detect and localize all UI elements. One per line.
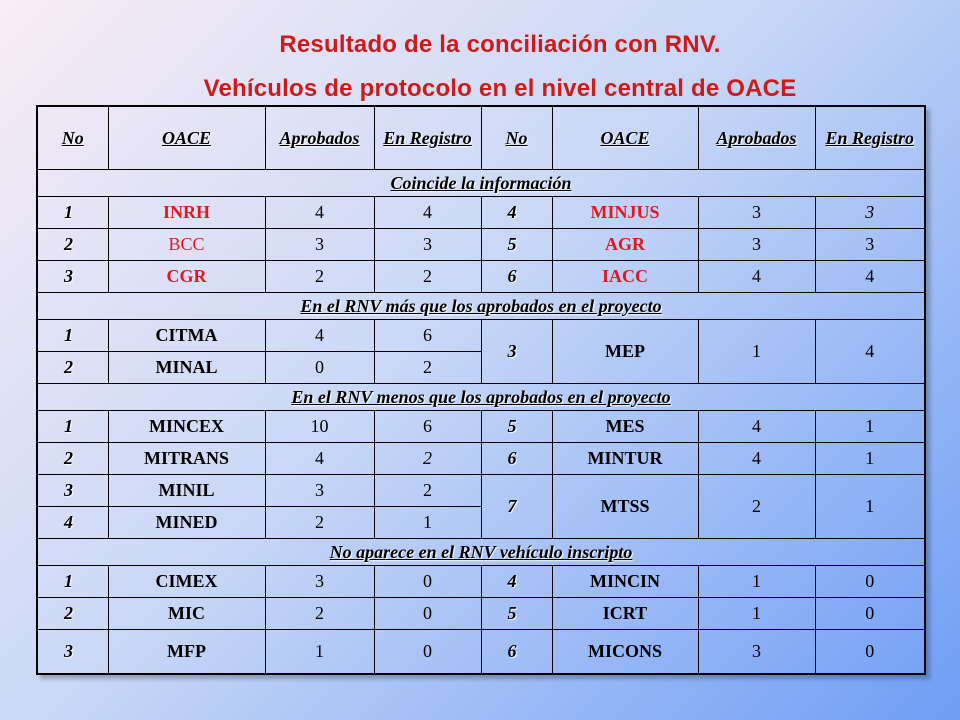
table-row bbox=[37, 320, 925, 352]
aprobados-value: 2 bbox=[265, 598, 374, 630]
oace-name: AGR bbox=[552, 229, 698, 261]
aprobados-value: 3 bbox=[698, 630, 815, 674]
header-no: No bbox=[37, 106, 108, 170]
registro-value: 1 bbox=[815, 475, 925, 539]
row-number: 1 bbox=[37, 411, 108, 443]
registro-value: 0 bbox=[815, 598, 925, 630]
registro-value: 2 bbox=[374, 352, 481, 384]
row-number: 3 bbox=[481, 320, 552, 384]
oace-name: MITRANS bbox=[108, 443, 265, 475]
oace-name: CGR bbox=[108, 261, 265, 293]
section-heading: En el RNV más que los aprobados en el proyecto bbox=[37, 293, 925, 320]
row-number: 6 bbox=[481, 630, 552, 674]
registro-value: 3 bbox=[815, 197, 925, 229]
aprobados-value: 3 bbox=[698, 197, 815, 229]
registro-value: 0 bbox=[374, 598, 481, 630]
registro-value: 6 bbox=[374, 320, 481, 352]
aprobados-value: 1 bbox=[265, 630, 374, 674]
header-en-registro: En Registro bbox=[374, 106, 481, 170]
oace-name: BCC bbox=[108, 229, 265, 261]
section-heading: Coincide la información bbox=[37, 170, 925, 197]
registro-value: 4 bbox=[374, 197, 481, 229]
oace-name: MINCIN bbox=[552, 566, 698, 598]
header-oace: OACE bbox=[552, 106, 698, 170]
row-number: 2 bbox=[37, 443, 108, 475]
aprobados-value: 4 bbox=[698, 443, 815, 475]
registro-value: 0 bbox=[815, 630, 925, 674]
oace-name: CIMEX bbox=[108, 566, 265, 598]
oace-name: MIC bbox=[108, 598, 265, 630]
table-row bbox=[37, 475, 925, 507]
registro-value: 3 bbox=[815, 229, 925, 261]
aprobados-value: 1 bbox=[698, 598, 815, 630]
oace-name: MINTUR bbox=[552, 443, 698, 475]
aprobados-value: 10 bbox=[265, 411, 374, 443]
row-number: 4 bbox=[481, 566, 552, 598]
registro-value: 1 bbox=[815, 411, 925, 443]
registro-value: 0 bbox=[815, 566, 925, 598]
aprobados-value: 1 bbox=[698, 566, 815, 598]
row-number: 5 bbox=[481, 598, 552, 630]
registro-value: 4 bbox=[815, 320, 925, 384]
row-number: 2 bbox=[37, 598, 108, 630]
oace-name: ICRT bbox=[552, 598, 698, 630]
section-heading: No aparece en el RNV vehículo inscripto bbox=[37, 539, 925, 566]
table-row bbox=[37, 229, 925, 261]
oace-name: MICONS bbox=[552, 630, 698, 674]
oace-name: CITMA bbox=[108, 320, 265, 352]
aprobados-value: 2 bbox=[265, 261, 374, 293]
row-number: 5 bbox=[481, 411, 552, 443]
header-en-registro: En Registro bbox=[815, 106, 925, 170]
header-aprobados: Aprobados bbox=[698, 106, 815, 170]
oace-name: MEP bbox=[552, 320, 698, 384]
row-number: 2 bbox=[37, 229, 108, 261]
registro-value: 1 bbox=[815, 443, 925, 475]
row-number: 7 bbox=[481, 475, 552, 539]
aprobados-value: 4 bbox=[698, 411, 815, 443]
aprobados-value: 2 bbox=[698, 475, 815, 539]
row-number: 2 bbox=[37, 352, 108, 384]
row-number: 5 bbox=[481, 229, 552, 261]
row-number: 3 bbox=[37, 261, 108, 293]
registro-value: 2 bbox=[374, 261, 481, 293]
reconciliation-table bbox=[36, 105, 926, 675]
table-row bbox=[37, 261, 925, 293]
header-no: No bbox=[481, 106, 552, 170]
oace-name: MFP bbox=[108, 630, 265, 674]
table-row bbox=[37, 443, 925, 475]
aprobados-value: 3 bbox=[698, 229, 815, 261]
row-number: 6 bbox=[481, 261, 552, 293]
table-row bbox=[37, 566, 925, 598]
aprobados-value: 0 bbox=[265, 352, 374, 384]
row-number: 4 bbox=[481, 197, 552, 229]
aprobados-value: 4 bbox=[265, 197, 374, 229]
row-number: 3 bbox=[37, 475, 108, 507]
oace-name: MINCEX bbox=[108, 411, 265, 443]
row-number: 4 bbox=[37, 507, 108, 539]
table-row bbox=[37, 197, 925, 229]
row-number: 6 bbox=[481, 443, 552, 475]
oace-name: MINED bbox=[108, 507, 265, 539]
row-number: 1 bbox=[37, 197, 108, 229]
header-oace: OACE bbox=[108, 106, 265, 170]
page-subtitle: Vehículos de protocolo en el nivel central de OACE bbox=[203, 75, 797, 102]
registro-value: 3 bbox=[374, 229, 481, 261]
registro-value: 2 bbox=[374, 443, 481, 475]
row-number: 1 bbox=[37, 566, 108, 598]
section-heading: En el RNV menos que los aprobados en el proyecto bbox=[37, 384, 925, 411]
table-row bbox=[37, 598, 925, 630]
oace-name: IACC bbox=[552, 261, 698, 293]
oace-name: MINAL bbox=[108, 352, 265, 384]
aprobados-value: 4 bbox=[265, 320, 374, 352]
header-aprobados: Aprobados bbox=[265, 106, 374, 170]
table-row bbox=[37, 630, 925, 674]
oace-name: MES bbox=[552, 411, 698, 443]
aprobados-value: 3 bbox=[265, 229, 374, 261]
row-number: 3 bbox=[37, 630, 108, 674]
oace-name: INRH bbox=[108, 197, 265, 229]
header-row bbox=[37, 106, 925, 170]
oace-name: MTSS bbox=[552, 475, 698, 539]
aprobados-value: 3 bbox=[265, 566, 374, 598]
aprobados-value: 4 bbox=[265, 443, 374, 475]
registro-value: 6 bbox=[374, 411, 481, 443]
registro-value: 0 bbox=[374, 630, 481, 674]
aprobados-value: 2 bbox=[265, 507, 374, 539]
page-title: Resultado de la conciliación con RNV. bbox=[279, 31, 721, 58]
registro-value: 0 bbox=[374, 566, 481, 598]
aprobados-value: 4 bbox=[698, 261, 815, 293]
row-number: 1 bbox=[37, 320, 108, 352]
oace-name: MINJUS bbox=[552, 197, 698, 229]
registro-value: 1 bbox=[374, 507, 481, 539]
aprobados-value: 1 bbox=[698, 320, 815, 384]
registro-value: 2 bbox=[374, 475, 481, 507]
aprobados-value: 3 bbox=[265, 475, 374, 507]
table-row bbox=[37, 411, 925, 443]
registro-value: 4 bbox=[815, 261, 925, 293]
oace-name: MINIL bbox=[108, 475, 265, 507]
